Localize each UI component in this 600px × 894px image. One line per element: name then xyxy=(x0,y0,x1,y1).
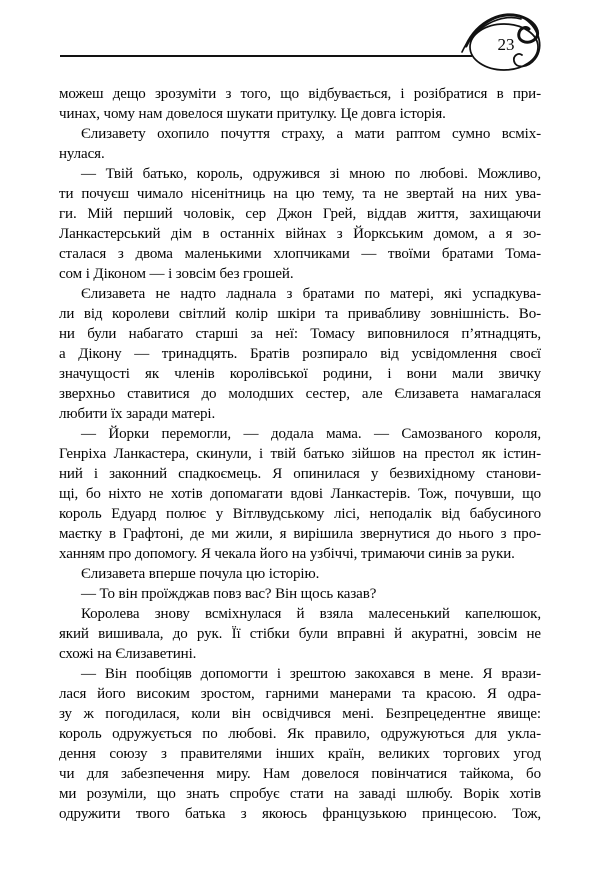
text-line: чинах, чому нам довелося шукати притулку. Це довга історія. xyxy=(59,106,446,122)
text-line: щі, бо ніхто не хотів допомагати вдові Ланкастерів. Тож, почувши, що xyxy=(59,486,541,502)
text-line: ни були набагато старші за неї: Томасу виповнилося п’ятнадцять, xyxy=(59,326,541,342)
text-line: а Дікону — тринадцять. Братів розпирало від усвідомлення своєї xyxy=(59,346,541,362)
text-line: можеш дещо зрозуміти з того, що відбувається, і розібратися в при- xyxy=(59,86,541,102)
text-line: зу ж погодилася, коли він освідчився мені. Безпрецедентне явище: xyxy=(59,706,541,722)
text-line: значущості як членів королівської родини, і вони мали звичку xyxy=(59,366,541,382)
text-line: ли від королеви світлий колір шкіри та привабливу зовнішність. Во- xyxy=(59,306,541,322)
text-line: який вишивала, до рук. Її стібки були вправні й акуратні, зовсім не xyxy=(59,626,541,642)
text-line: одружити твого батька з якоюсь французькою принцесою. Тож, xyxy=(59,806,541,822)
text-line: дення союзу з правителями інших країн, великих торгових угод xyxy=(59,746,541,762)
text-line: Єлизавету охопило почуття страху, а мати раптом сумно всміх- xyxy=(81,126,541,142)
text-line: Королева знову всміхнулася й взяла малесенький капелюшок, xyxy=(81,606,541,622)
text-block xyxy=(59,84,541,824)
text-line: Єлизавета не надто ладнала з братами по матері, які успадкува- xyxy=(81,286,541,302)
text-line: ги. Мій перший чоловік, сер Джон Грей, віддав життя, захищаючи xyxy=(59,206,541,222)
text-line: схожі на Єлизаветині. xyxy=(59,646,197,662)
text-line: сом і Діконом — і зовсім без грошей. xyxy=(59,266,294,282)
text-line: Ланкастерський дім в останніх війнах з Йоркським домом, а я зо- xyxy=(59,226,541,242)
text-line: король Едуард полює у Вітлвудському лісі, неподалік від бабусиного xyxy=(59,506,541,522)
text-line: ми розуміли, що знать спробує стати на заваді шлюбу. Ворік хотів xyxy=(59,786,541,802)
text-line: сталася з двома маленькими хлопчиками — твоїми братами Тома- xyxy=(59,246,541,262)
text-line: чи для забезпечення миру. Нам довелося повінчатися тайкома, бо xyxy=(59,766,541,782)
text-line: Генріха Ланкастера, скинули, і твій батько зійшов на престол як істин- xyxy=(59,446,541,462)
header-rule xyxy=(60,55,472,57)
text-line: ти почуєш чимало нісенітниць на цю тему, та не звертай на них ува- xyxy=(59,186,541,202)
text-line: маєтку в Графтоні, де ми жили, я вирішила звернутися до нього з про- xyxy=(59,526,541,542)
text-line: король одружується по любові. Як правило, одружуються для укла- xyxy=(59,726,541,742)
text-line: лася його високим зростом, гарними манерами та красою. Я одра- xyxy=(59,686,541,702)
text-line: — Твій батько, король, одружився зі мною по любові. Можливо, xyxy=(81,166,541,182)
text-line: Єлизавета вперше почула цю історію. xyxy=(81,566,320,582)
text-line: — Йорки перемогли, — додала мама. — Самозваного короля, xyxy=(81,426,541,442)
page-number: 23 xyxy=(497,35,515,54)
text-line: любити їх заради матері. xyxy=(59,406,216,422)
text-line: — То він проїжджав повз вас? Він щось казав? xyxy=(81,586,377,602)
text-line: — Він пообіцяв допомогти і зрештою закохався в мене. Я врази- xyxy=(81,666,541,682)
text-line: ханням про допомогу. Я чекала його на узбіччі, тримаючи синів за руки. xyxy=(59,546,515,562)
text-line: ний і законний спадкоємець. Я опинилася у безвихідному станови- xyxy=(59,466,541,482)
text-line: нулася. xyxy=(59,146,105,162)
text-line: зверхньо ставитися до молодших сестер, але Єлизавета намагалася xyxy=(59,386,541,402)
